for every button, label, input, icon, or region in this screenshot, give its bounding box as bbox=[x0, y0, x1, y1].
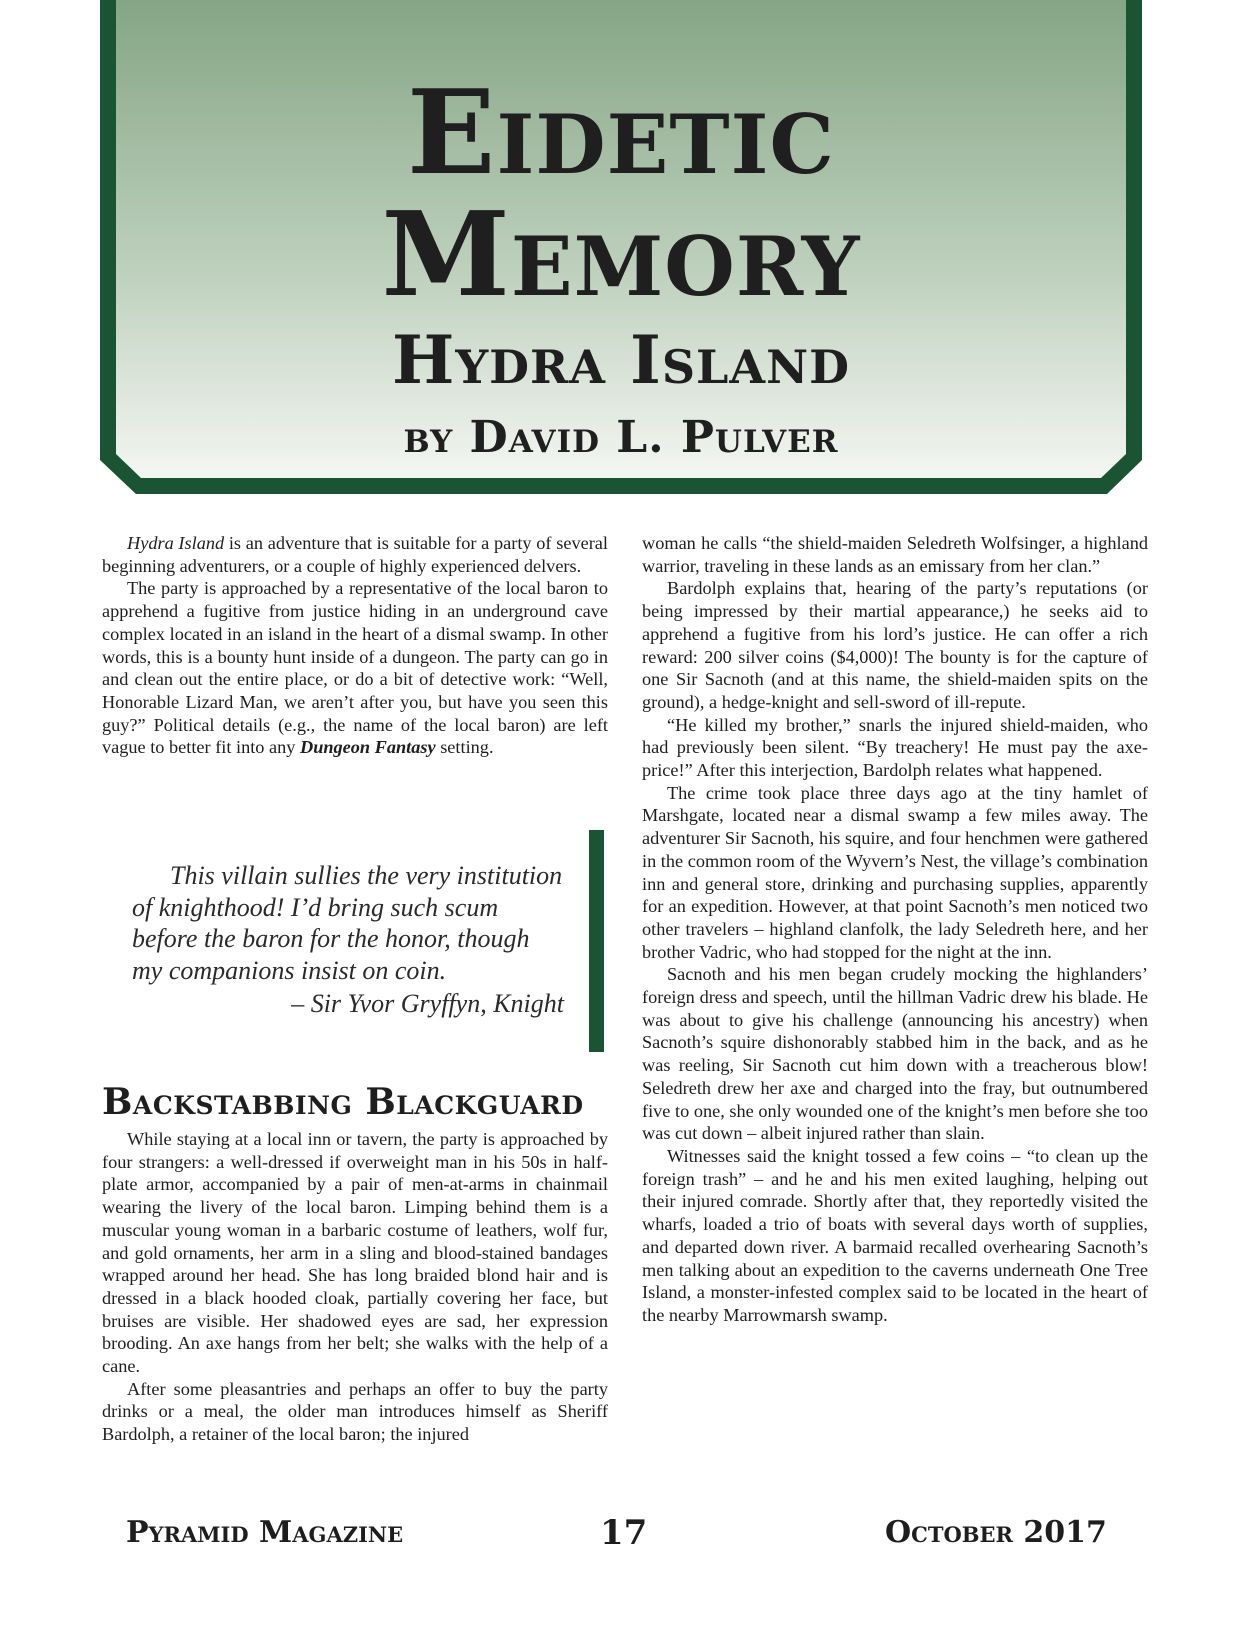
right-paragraph-1: Bardolph explains that, hearing of the party’s reputations (or being impressed by their martial appearance,) he seeks aid to apprehend a fugitive from his lord’s justice. He can offer a rich reward: 200 silver coins ($4,000)! The bounty is for the capture of one Sir Sacnoth (and at this name, the shield-maiden spits on the ground), a hedge-knight and sell-sword of ill-repute. bbox=[642, 578, 1148, 712]
article-subtitle: Hydra Island bbox=[391, 321, 851, 399]
right-paragraph-4: Sacnoth and his men began crudely mocking the highlanders’ foreign dress and speech, until the hillman Vadric drew his blade. He was about to give his challenge (announcing his ancestry) when Sacnoth’s squire dishonorably stabbed him in the back, and as he was reeling, Sir Sacnoth cut him down with a treacherous blow! Seledreth drew her axe and charged into the fray, but outnumbered five to one, she only wounded one of the knight’s men before she too was cut down – albeit injured rather than slain. bbox=[642, 964, 1148, 1144]
right-paragraph-3: The crime took place three days ago at the tiny hamlet of Marshgate, located near a dismal swamp a few miles away. The adventurer Sir Sacnoth, his squire, and four henchmen were gathered in the common room of the Wyvern’s Nest, the village’s combination inn and general store, drinking and purchasing supplies, apparently for an expedition. However, at that point Sacnoth’s men noticed two other travelers – highland clanfolk, the lady Seledreth here, and her brother Vadric, who had stopped for the night at the inn. bbox=[642, 782, 1148, 962]
article-title-line1: Eidetic bbox=[407, 65, 835, 201]
footer-issue: October 2017 bbox=[885, 1515, 1107, 1550]
right-paragraph-5: Witnesses said the knight tossed a few coins – “to clean up the foreign trash” – and he and his men exited laughing, helping out their injured comrade. Shortly after that, they reportedly visited the wharfs, loaded a trio of boats with several days worth of supplies, and departed down river. A barmaid recalled overhearing Sacnoth’s men talking about an expedition to the caverns underneath One Tree Island, a monster-infested complex said to be located in the heart of the nearby Marrowmarsh swamp. bbox=[642, 1145, 1148, 1325]
intro-paragraph-2-end: setting. bbox=[435, 737, 494, 758]
footer-page-number: 17 bbox=[600, 1513, 648, 1553]
left-column-section bbox=[102, 1128, 608, 1446]
pull-quote-bar bbox=[589, 830, 604, 1052]
intro-paragraph-1 bbox=[102, 532, 608, 577]
pull-quote-attribution: – Sir Yvor Gryffyn, Knight bbox=[291, 989, 564, 1018]
pull-quote bbox=[132, 860, 564, 1020]
section-heading: Backstabbing Blackguard bbox=[102, 1081, 584, 1123]
intro-paragraph-2-text: The party is approached by a representative of the local baron to apprehend a fugitive from justice hiding in an underground cave complex located in an island in the heart of a dismal swamp. In other words, this is a bounty hunt inside of a dungeon. The party can go in and clean out the entire place, or do a bit of detective work: “Well, Honorable Lizard Man, we aren’t after you, but have you seen this guy?” Political details (e.g., the name of the local baron) are left vague to better fit into any bbox=[102, 578, 608, 758]
intro-lead-title: Hydra Island bbox=[127, 533, 225, 553]
right-column bbox=[642, 532, 1148, 1327]
pull-quote-text: This villain sullies the very institution of knighthood! I’d bring such scum before the baron for the honor, though my companions insist on coin. bbox=[132, 861, 563, 985]
article-title-line2: Memory bbox=[381, 187, 861, 323]
left-column-intro bbox=[102, 532, 608, 759]
section-paragraph-2: After some pleasantries and perhaps an offer to buy the party drinks or a meal, the older man introduces himself as Sheriff Bardolph, a retainer of the local baron; the injured bbox=[102, 1378, 608, 1445]
intro-paragraph-2 bbox=[102, 577, 608, 759]
right-paragraph-0: woman he calls “the shield-maiden Seledreth Wolfsinger, a highland warrior, traveling in these lands as an emissary from her clan.” bbox=[642, 533, 1148, 576]
title-block bbox=[100, 0, 1142, 510]
dungeon-fantasy-title: Dungeon Fantasy bbox=[300, 737, 436, 758]
right-paragraph-2: “He killed my brother,” snarls the injured shield-maiden, who had previously been silent. “By treachery! He must pay the axe-price!” After this interjection, Bardolph relates what happened. bbox=[642, 714, 1148, 781]
intro-paragraph-1-text: is an adventure that is suitable for a party of several beginning adventurers, or a couple of highly experienced delvers. bbox=[102, 533, 608, 576]
byline: by David L. Pulver bbox=[403, 412, 839, 463]
section-paragraph-1: While staying at a local inn or tavern, the party is approached by four strangers: a well-dressed if overweight man in his 50s in half-plate armor, accompanied by a pair of men-at-arms in chainmail wearing the livery of the local baron. Limping behind them is a muscular young woman in a barbaric costume of leathers, wolf fur, and gold ornaments, her arm in a sling and blood-stained bandages wrapped around her head. She has long braided blond hair and is dressed in a black hooded cloak, partially covering her face, but bruises are visible. Her shadowed eyes are sad, her expression brooding. An axe hangs from her belt; she walks with the help of a cane. bbox=[102, 1129, 608, 1377]
footer-magazine: Pyramid Magazine bbox=[126, 1515, 404, 1550]
